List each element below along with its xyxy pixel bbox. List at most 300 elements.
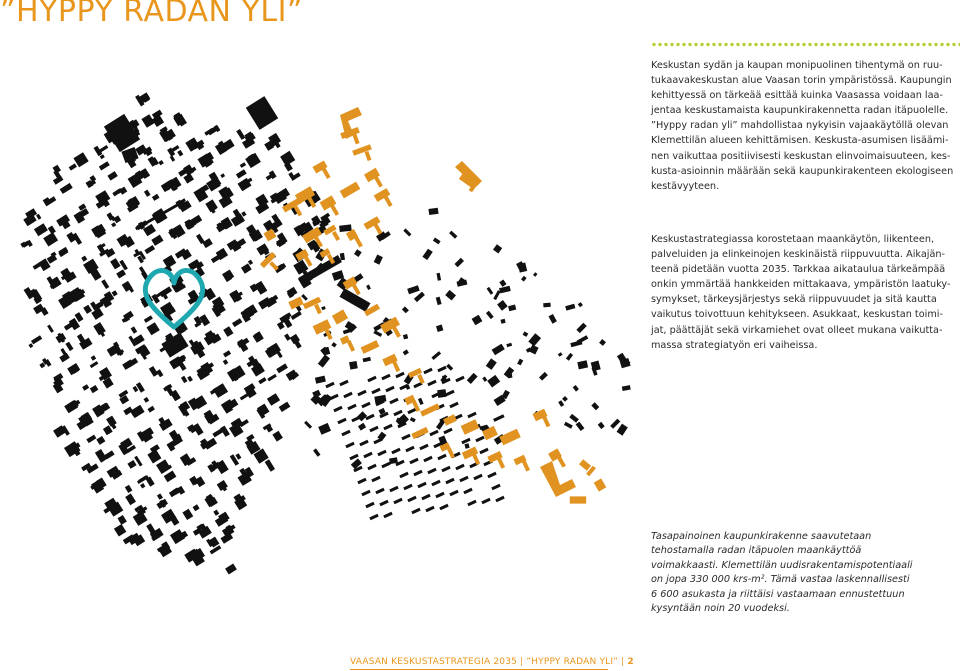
building <box>389 486 398 493</box>
building <box>499 286 511 294</box>
building <box>325 382 334 389</box>
text-line: jentaa keskustamaista kaupunkirakennetta radan itäpuolelle. <box>651 105 949 117</box>
building <box>367 464 376 471</box>
building <box>437 366 446 373</box>
building <box>347 404 356 411</box>
building <box>339 224 352 232</box>
building <box>114 524 126 537</box>
building <box>403 484 412 491</box>
building <box>493 414 505 422</box>
building <box>558 352 563 357</box>
building <box>301 294 308 301</box>
building <box>31 335 42 344</box>
building <box>135 200 185 231</box>
text-line: Keskustastrategiassa korostetaan maankäytön, liikenteen, <box>651 234 935 245</box>
city-figure-ground-map <box>0 55 640 615</box>
building <box>363 357 372 362</box>
page-title: ”HYPPY RADAN YLI” <box>0 0 303 29</box>
building <box>357 478 366 485</box>
building <box>564 422 573 429</box>
building <box>333 406 342 413</box>
new-building <box>461 419 480 435</box>
building <box>441 466 450 473</box>
building <box>578 302 583 307</box>
building <box>90 361 99 368</box>
building <box>91 308 103 320</box>
building <box>487 287 494 295</box>
building <box>523 331 529 337</box>
text-line: kusta-asioinnin määrään sekä kaupunkirakenteen ekologiseen <box>651 165 954 177</box>
building <box>558 400 564 407</box>
building <box>599 339 606 346</box>
building <box>371 476 380 483</box>
building <box>267 374 277 382</box>
building <box>373 330 382 337</box>
building <box>345 442 354 449</box>
footer-separator: | <box>621 657 625 667</box>
paragraph-1 <box>651 58 957 194</box>
building <box>423 368 432 375</box>
building <box>223 359 229 365</box>
building <box>245 153 261 168</box>
building <box>140 483 145 489</box>
building <box>393 498 402 505</box>
new-building <box>447 448 455 459</box>
building <box>403 349 409 355</box>
building <box>472 315 483 326</box>
building <box>407 285 420 294</box>
building <box>506 343 512 348</box>
building <box>36 214 41 220</box>
building <box>481 498 490 505</box>
building <box>267 393 280 405</box>
building <box>455 258 465 267</box>
building <box>610 419 620 429</box>
building <box>361 402 370 409</box>
building <box>423 456 432 463</box>
new-building <box>570 496 586 503</box>
building <box>29 343 34 348</box>
building <box>475 436 484 443</box>
building <box>439 504 448 511</box>
text-line: jat, päättäjät sekä virkamiehet ovat olleet mukana vaikutta- <box>651 324 943 336</box>
building <box>257 404 270 417</box>
building <box>331 342 337 347</box>
building <box>421 494 430 501</box>
footer-publication: VAASAN KESKUSTASTRATEGIA 2035 <box>350 657 518 667</box>
building <box>435 492 444 499</box>
new-building <box>340 182 361 199</box>
building <box>86 435 96 444</box>
building <box>127 460 136 469</box>
new-building <box>540 461 576 497</box>
new-building <box>472 453 480 465</box>
building <box>617 424 628 436</box>
building <box>433 238 441 245</box>
building <box>123 407 133 416</box>
building <box>501 319 506 324</box>
building <box>196 234 205 244</box>
strategy-paragraph <box>651 232 957 353</box>
building <box>304 421 312 429</box>
text-line: voimakkaasti. Klemettilän uudisrakentamispotentiaali <box>651 559 913 571</box>
building <box>340 253 345 260</box>
building <box>402 306 409 313</box>
building <box>354 249 362 257</box>
text-line: nen vaikuttaa positiivisesti keskustan elinvoimaisuuteen, kes- <box>651 150 951 162</box>
new-building <box>392 360 400 372</box>
building <box>431 351 441 360</box>
building <box>240 162 246 168</box>
building <box>449 490 458 497</box>
building <box>96 436 105 445</box>
building <box>407 496 416 503</box>
building <box>457 280 468 287</box>
building <box>363 452 372 459</box>
building <box>276 350 283 359</box>
building <box>343 328 352 334</box>
building <box>340 288 371 312</box>
new-building <box>269 261 279 271</box>
building <box>187 376 193 382</box>
new-building <box>499 429 521 446</box>
building <box>569 414 579 423</box>
new-building <box>365 151 372 161</box>
building <box>118 515 127 525</box>
building <box>419 444 428 451</box>
building <box>67 363 80 375</box>
building <box>321 306 325 310</box>
building <box>528 333 541 346</box>
building <box>255 281 268 295</box>
building <box>82 384 89 391</box>
building <box>449 231 457 239</box>
text-line: Klemettilän alueen kehittämisen. Keskusta-asumisen lisäämi- <box>651 135 949 147</box>
building <box>136 382 145 393</box>
building <box>357 390 366 397</box>
building <box>565 304 575 311</box>
existing-buildings <box>20 92 330 574</box>
building <box>213 510 219 516</box>
new-building <box>321 167 330 179</box>
building <box>204 128 214 136</box>
building <box>43 232 58 246</box>
new-building <box>542 415 551 428</box>
building <box>182 509 193 520</box>
building <box>517 359 523 366</box>
building <box>425 506 434 513</box>
building <box>411 508 420 515</box>
building <box>405 446 414 453</box>
building <box>417 482 426 489</box>
building <box>210 545 222 554</box>
text-line: vaikutus toivottuun kehitykseen. Asukkaat, keskustan toimi- <box>651 309 943 321</box>
building <box>399 472 408 479</box>
building <box>455 464 464 471</box>
text-line: Tasapainoinen kaupunkirakenne saavutetaan <box>651 531 872 542</box>
building <box>125 493 136 505</box>
building <box>202 238 213 248</box>
building <box>429 430 438 437</box>
text-line: kysyntään noin 20 vuodeksi. <box>651 603 790 615</box>
dotted-divider <box>651 42 960 47</box>
building <box>337 418 346 425</box>
building <box>113 215 121 223</box>
building <box>220 173 225 178</box>
building <box>377 450 386 457</box>
building <box>529 345 539 355</box>
building <box>339 380 348 387</box>
building <box>157 493 163 499</box>
intro-paragraph <box>651 58 957 194</box>
building <box>181 376 188 383</box>
page-number: 2 <box>627 657 634 667</box>
building <box>248 260 253 265</box>
building <box>493 244 502 253</box>
building <box>112 290 118 296</box>
building <box>573 385 579 392</box>
building <box>65 342 73 351</box>
building <box>100 154 105 159</box>
building <box>341 430 350 437</box>
building <box>235 453 241 460</box>
building <box>463 488 472 495</box>
building <box>395 372 404 379</box>
building <box>403 228 411 236</box>
text-line: Keskustan sydän ja kaupan monipuolinen tihentymä on ruu- <box>651 60 943 71</box>
building <box>152 194 160 201</box>
paragraph-2 <box>651 232 957 353</box>
building <box>276 363 288 373</box>
building <box>358 423 366 431</box>
building <box>144 315 153 323</box>
building <box>366 285 371 291</box>
building <box>81 256 87 262</box>
new-building <box>497 457 505 469</box>
building <box>110 258 121 269</box>
building <box>164 471 177 483</box>
building <box>47 325 54 333</box>
building <box>107 171 117 181</box>
building <box>361 490 370 497</box>
building <box>258 377 266 384</box>
highlight-quote <box>651 530 951 616</box>
building <box>385 386 394 393</box>
building <box>577 360 588 369</box>
new-building <box>332 231 340 241</box>
building <box>265 459 275 471</box>
building <box>591 402 599 410</box>
building <box>379 500 388 507</box>
building <box>467 500 476 507</box>
building <box>391 448 400 455</box>
footer-separator: | <box>520 657 524 667</box>
building <box>409 458 418 465</box>
text-line: on jopa 330 000 krs-m². Tämä vastaa laskennallisesti <box>651 574 910 586</box>
building <box>418 398 424 405</box>
building <box>437 454 446 461</box>
building <box>437 273 442 281</box>
building <box>487 472 496 479</box>
building <box>133 511 148 526</box>
building <box>576 422 585 431</box>
new-building <box>443 414 457 426</box>
building <box>280 151 295 166</box>
building <box>539 372 548 381</box>
building <box>427 380 436 387</box>
text-line: symykset, tärkeysjärjestys sekä riippuvuudet ja sitä kautta <box>651 294 937 306</box>
building <box>431 480 440 487</box>
building <box>577 335 589 344</box>
building <box>34 223 48 236</box>
text-line: teenä pidetään vuotta 2035. Tarkkaa aikataulua tärkeämpää <box>651 264 946 276</box>
building <box>443 428 452 435</box>
building <box>446 364 453 371</box>
building <box>144 245 155 254</box>
building <box>465 443 470 449</box>
building <box>410 417 416 422</box>
building <box>374 255 383 265</box>
building <box>373 438 382 445</box>
building <box>104 114 140 152</box>
text-line: kehittyessä on tärkeää esittää kuinka Vaasassa voidaan laa- <box>651 90 943 102</box>
building <box>279 402 291 412</box>
building <box>101 279 109 289</box>
building <box>497 300 508 311</box>
building <box>576 323 586 333</box>
new-development-buildings <box>260 107 606 504</box>
building <box>193 504 200 511</box>
building <box>492 344 505 356</box>
building <box>315 376 326 384</box>
building <box>413 470 422 477</box>
building <box>369 514 378 521</box>
building <box>414 292 425 303</box>
building <box>622 385 631 391</box>
building <box>318 423 331 435</box>
building <box>493 290 500 300</box>
building <box>313 448 320 456</box>
building <box>566 353 573 361</box>
new-building <box>411 427 428 439</box>
text-line: ”Hyppy radan yli” mahdollistaa nykyisin vajaakäytöllä olevan <box>651 120 949 132</box>
footer-section: ”HYPPY RADAN YLI” <box>526 657 619 667</box>
building <box>223 326 233 337</box>
text-line: tehostamalla radan itäpuolen maankäyttöä <box>651 545 862 557</box>
building <box>473 474 482 481</box>
building <box>369 426 378 433</box>
building <box>195 476 205 487</box>
building <box>467 373 478 384</box>
new-building <box>314 304 322 314</box>
building <box>119 187 127 195</box>
building <box>47 254 58 264</box>
building <box>223 350 231 357</box>
new-building <box>594 478 607 491</box>
building <box>23 214 36 226</box>
new-building <box>347 340 355 351</box>
building <box>272 431 283 442</box>
building <box>90 385 99 393</box>
building <box>549 314 557 324</box>
new-building <box>383 195 392 207</box>
building <box>116 269 126 278</box>
building <box>533 272 538 277</box>
building <box>232 318 242 327</box>
building <box>60 183 73 194</box>
building <box>205 199 218 212</box>
new-building <box>332 309 348 324</box>
building <box>436 297 442 306</box>
building <box>459 476 468 483</box>
building <box>375 488 384 495</box>
building <box>241 211 246 216</box>
building <box>343 392 352 399</box>
building <box>26 240 32 247</box>
building <box>170 529 185 544</box>
text-line: 6 600 asukasta ja riittäisi vastaamaan ennustettuun <box>651 588 905 600</box>
building <box>318 355 330 368</box>
text-line: palveluiden ja elinkeinojen keskinäistä riippuvuutta. Aikajän- <box>651 249 946 261</box>
building <box>383 424 392 431</box>
text-line: kestävyyteen. <box>651 180 720 192</box>
building <box>436 325 443 333</box>
building <box>367 376 376 383</box>
building <box>445 290 456 301</box>
building <box>449 402 458 409</box>
building <box>93 322 106 335</box>
new-building <box>579 459 591 470</box>
building <box>467 412 476 419</box>
building <box>479 448 488 455</box>
building <box>383 512 392 519</box>
building <box>491 484 500 491</box>
building <box>482 377 487 382</box>
building <box>111 222 116 227</box>
building <box>131 326 138 333</box>
building <box>213 383 228 398</box>
building <box>69 163 77 170</box>
building <box>428 208 438 215</box>
building <box>144 190 151 197</box>
building <box>422 249 432 260</box>
building <box>487 375 500 388</box>
building <box>163 255 177 268</box>
building <box>119 260 128 271</box>
new-building <box>522 461 530 472</box>
new-building <box>361 340 380 354</box>
building <box>455 376 464 383</box>
building <box>562 396 568 402</box>
building <box>365 414 374 421</box>
text-line: onkin ymmärtää hankkeiden mittakaava, ympäristön laatuky- <box>651 279 951 291</box>
building <box>277 322 285 330</box>
building <box>240 393 249 400</box>
building <box>48 226 56 235</box>
text-line: tukaavakeskustan alue Vaasan torin ympäristössä. Kaupungin <box>651 75 952 87</box>
building <box>144 397 150 403</box>
building <box>521 276 527 282</box>
building <box>151 235 163 246</box>
building <box>59 353 70 363</box>
building <box>246 96 278 130</box>
building <box>170 155 176 161</box>
building <box>389 398 398 405</box>
building <box>486 311 494 319</box>
page-footer <box>350 657 634 667</box>
building <box>445 390 454 397</box>
building <box>359 440 368 447</box>
